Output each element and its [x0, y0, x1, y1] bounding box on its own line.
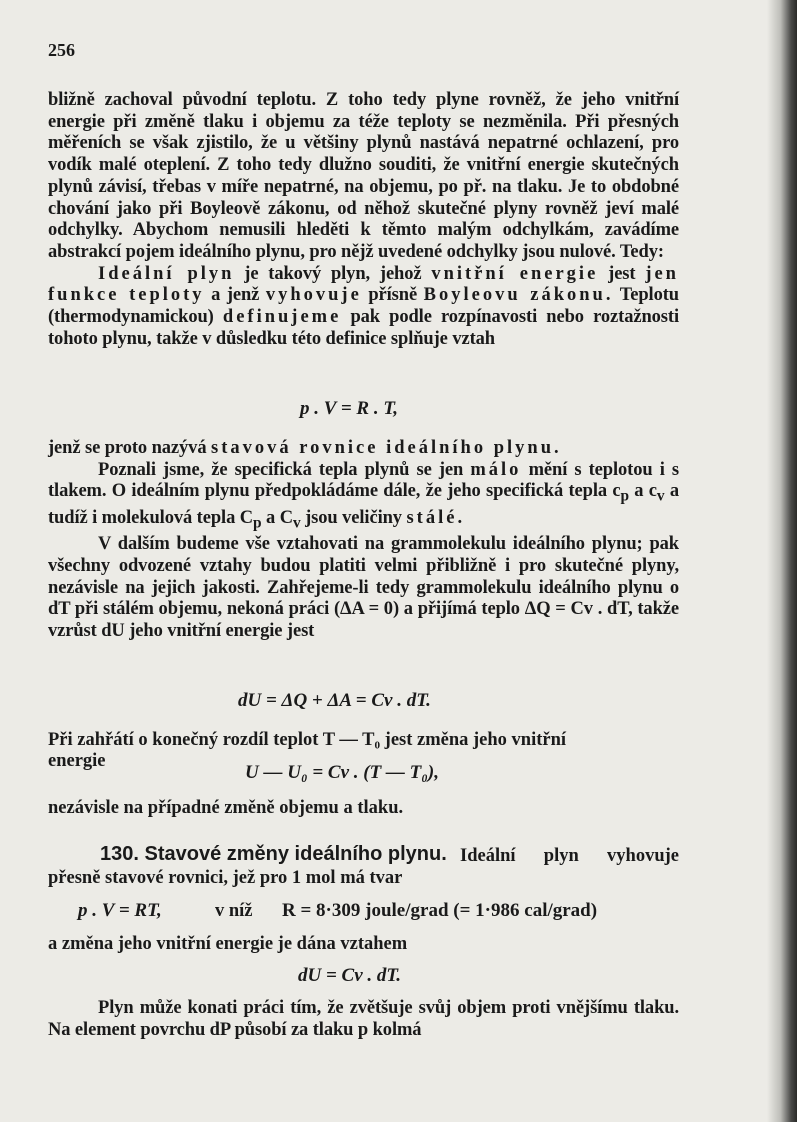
text: mění s teplotou i s tlakem. O ideálním plynu předpokládáme dále, že jeho specifická tepla c — [48, 459, 680, 502]
ideal-gas-definition — [48, 264, 679, 351]
term: stálé — [406, 507, 458, 528]
def-text: jest — [598, 263, 646, 284]
paragraph-work — [48, 998, 679, 1041]
equation-mol: p . V = RT, — [78, 900, 162, 921]
section-title: 130. Stavové změny ideálního plynu. — [100, 843, 447, 865]
equation-energy-change: dU = ΔQ + ΔA = Cv . dT. — [238, 690, 431, 711]
grammolecule-paragraph: V dalším budeme vše vztahovati na grammolekulu ideálního plynu; pak všechny odvozené vztahy budou platiti velmi přibližně i pro skutečné plyny, nezávisle na jejich jakosti. Zahřejeme-li tedy grammolekulu ideálního plynu o dT při stálém objemu, nekoná práci (ΔA = 0) a přijímá teplo ΔQ = Cv . dT, takže vzrůst dU jeho vnitřní energie jest — [48, 534, 679, 641]
def-term: definujeme — [222, 307, 342, 328]
def-text: a jenž — [204, 285, 266, 306]
def-text: je takový plyn, jehož — [234, 263, 432, 284]
term: málo — [470, 459, 522, 480]
sub: p — [620, 488, 629, 506]
independence-line: nezávisle na případné změně objemu a tlaku. — [48, 798, 404, 818]
text: jenž se proto nazývá — [48, 438, 212, 458]
def-term: jen funkce teploty — [48, 263, 679, 306]
sub: p — [253, 514, 262, 532]
def-term: Boyleovu zákonu. — [423, 285, 614, 306]
work-paragraph: Plyn může konati práci tím, že zvětšuje svůj objem proti vnějšímu tlaku. Na element povrchu dP působí za tlaku p kolmá — [48, 998, 679, 1040]
page-number: 256 — [48, 40, 75, 60]
def-text: přísně — [361, 285, 424, 306]
term: stavová rovnice ideálního plynu — [211, 438, 554, 458]
energy-label: energie — [48, 751, 106, 771]
text: . — [553, 438, 559, 458]
gas-constant: R = 8·309 joule/grad (= 1·986 cal/grad) — [282, 900, 598, 921]
paragraph-energy: bližně zachoval původní teplotu. Z toho tedy plyne rovněž, že jeho vnitřní energie při změně tlaku i objemu za téže teploty se nezměnila. Při přesných měřeních se však zjistilo, že u většiny plynů nastává nepatrné ochlazení, pro vodík malé oteplení. Z toho tedy dlužno souditi, že vnitřní energie skutečných plynů závisí, třebas v míře nepatrné, na objemu, po př. na tlaku. Je to obdobné chování jako při Boyleově zákonu, od něhož skutečné plyny rovněž jeví malé odchylky. Abychom nemusili hleděti k těmto malým odchylkám, zavádíme abstrakcí pojem ideálního plynu, pro nějž uvedené odchylky jsou nulové. Tedy: — [48, 90, 679, 262]
text: a C — [261, 507, 293, 528]
energy-change-line: a změna jeho vnitřní energie je dána vztahem — [48, 934, 408, 954]
text: a tudíž i molekulová tepla C — [48, 481, 680, 528]
equation-finite-energy: U — U₀ = Cv . (T — T₀), — [245, 762, 439, 783]
sub: v — [292, 514, 301, 532]
page-binding-edge — [767, 0, 797, 1122]
paragraph-intro — [48, 90, 679, 350]
def-term: Ideální plyn — [98, 263, 235, 284]
finite-heating-line: Při zahřátí o konečný rozdíl teplot T — T₀ jest změna jeho vnitřní — [48, 730, 567, 750]
paragraph-heat — [48, 438, 679, 643]
sub: v — [656, 488, 665, 506]
def-term: vnitřní energie — [431, 263, 599, 284]
text: jsou veličiny — [300, 507, 407, 528]
def-text: pak podle rozpínavosti nebo roztažnosti tohoto plynu, takže v důsledku této definice splňuje vztah — [48, 307, 679, 349]
equation-du: dU = Cv . dT. — [298, 965, 402, 986]
specific-heat-paragraph — [48, 460, 679, 534]
def-text: Teplotu (thermodynamickou) — [48, 285, 679, 328]
equation-connector: v níž — [215, 901, 253, 921]
state-equation-name — [48, 438, 679, 460]
equation-state: p . V = R . T, — [300, 398, 398, 419]
text: . — [457, 507, 462, 528]
text: Poznali jsme, že specifická tepla plynů se jen — [98, 459, 471, 480]
section-intro: Ideální plyn vyhovuje přesně stavové rovnici, jež pro 1 mol má tvar — [48, 846, 679, 888]
text: a c — [628, 481, 657, 502]
def-term: vyhovuje — [265, 285, 362, 306]
